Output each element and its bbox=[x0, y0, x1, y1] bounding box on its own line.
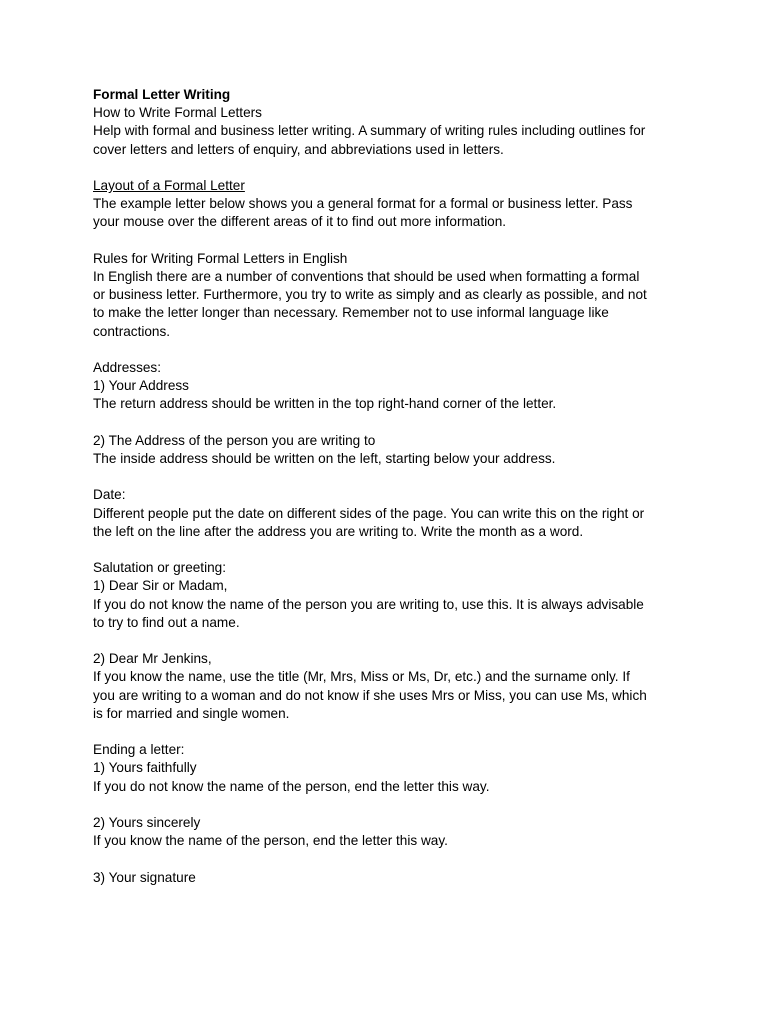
addresses-item-title: 1) Your Address bbox=[93, 378, 189, 394]
ending-item-title: 1) Yours faithfully bbox=[93, 760, 197, 776]
rules-line: contractions. bbox=[93, 323, 171, 339]
ending-heading: Ending a letter: bbox=[93, 742, 185, 758]
document-subtitle: How to Write Formal Letters bbox=[93, 105, 262, 121]
rules-heading: Rules for Writing Formal Letters in English bbox=[93, 250, 348, 266]
blank-line bbox=[93, 850, 683, 868]
salutation-item-line: to try to find out a name. bbox=[93, 614, 240, 630]
date-heading: Date: bbox=[93, 487, 126, 503]
salutation-item-title: 2) Dear Mr Jenkins, bbox=[93, 651, 212, 667]
layout-line: your mouse over the different areas of it to find out more information. bbox=[93, 214, 507, 230]
addresses-item-title: 2) The Address of the person you are writing to bbox=[93, 432, 376, 448]
addresses-heading: Addresses: bbox=[93, 360, 162, 375]
layout-heading: Layout of a Formal Letter bbox=[93, 178, 245, 193]
salutation-item-line: If you know the name, use the title (Mr, Mrs, Miss or Ms, Dr, etc.) and the surname only. If bbox=[93, 669, 630, 685]
salutation-item-line: you are writing to a woman and do not know if she uses Mrs or Miss, you can use Ms, which bbox=[93, 687, 647, 703]
document-title: Formal Letter Writing bbox=[93, 87, 231, 102]
date-line: the left on the line after the address you are writing to. Write the month as a word. bbox=[93, 523, 584, 539]
date-line: Different people put the date on different sides of the page. You can write this on the right or bbox=[93, 505, 645, 521]
blank-line bbox=[93, 341, 683, 359]
ending-item-text: If you do not know the name of the person, end the letter this way. bbox=[93, 778, 490, 794]
blank-line bbox=[93, 159, 683, 177]
rules-line: In English there are a number of conventions that should be used when formatting a formal bbox=[93, 269, 640, 284]
ending-item-title: 3) Your signature bbox=[93, 869, 196, 885]
document-page bbox=[93, 86, 683, 887]
addresses-item-text: The return address should be written in the top right-hand corner of the letter. bbox=[93, 396, 557, 412]
blank-line bbox=[93, 723, 683, 741]
salutation-item-title: 1) Dear Sir or Madam, bbox=[93, 578, 228, 594]
rules-line: or business letter. Furthermore, you try to write as simply and as clearly as possible, and not bbox=[93, 287, 647, 303]
blank-line bbox=[93, 541, 683, 559]
intro-line: cover letters and letters of enquiry, and abbreviations used in letters. bbox=[93, 141, 504, 157]
intro-line: Help with formal and business letter writing. A summary of writing rules including outlines for bbox=[93, 123, 646, 139]
blank-line bbox=[93, 414, 683, 432]
salutation-item-line: is for married and single women. bbox=[93, 705, 290, 721]
blank-line bbox=[93, 632, 683, 650]
blank-line bbox=[93, 468, 683, 486]
addresses-item-text: The inside address should be written on the left, starting below your address. bbox=[93, 451, 556, 466]
layout-line: The example letter below shows you a general format for a formal or business letter. Pass bbox=[93, 196, 633, 212]
blank-line bbox=[93, 796, 683, 814]
rules-line: to make the letter longer than necessary. Remember not to use informal language like bbox=[93, 305, 609, 321]
salutation-heading: Salutation or greeting: bbox=[93, 560, 227, 576]
blank-line bbox=[93, 232, 683, 250]
ending-item-title: 2) Yours sincerely bbox=[93, 814, 201, 830]
salutation-item-line: If you do not know the name of the person you are writing to, use this. It is always advisable bbox=[93, 596, 644, 612]
ending-item-text: If you know the name of the person, end the letter this way. bbox=[93, 833, 448, 849]
